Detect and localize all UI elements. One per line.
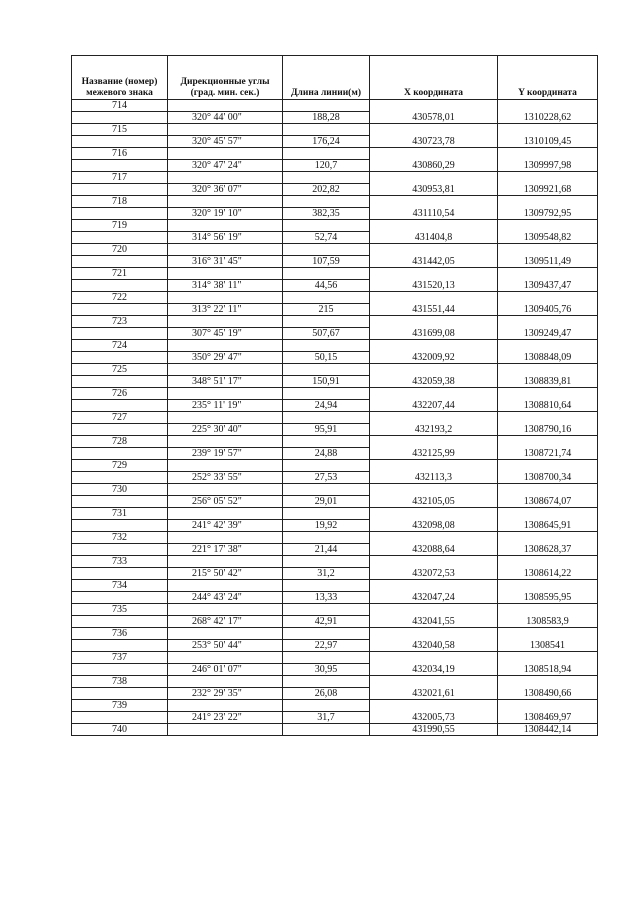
mark-name: 737 xyxy=(72,652,168,664)
direction-angle: 320° 19' 10" xyxy=(168,208,283,220)
empty-cell xyxy=(168,436,283,448)
empty-cell xyxy=(72,544,168,556)
table-body xyxy=(72,100,598,736)
table-row xyxy=(72,316,598,328)
line-length: 13,33 xyxy=(283,592,370,604)
direction-angle: 268° 42' 17" xyxy=(168,616,283,628)
y-coordinate: 1309511,49 xyxy=(498,244,598,268)
empty-cell xyxy=(168,364,283,376)
empty-cell xyxy=(283,148,370,160)
empty-cell xyxy=(72,472,168,484)
mark-name: 724 xyxy=(72,340,168,352)
line-length: 215 xyxy=(283,304,370,316)
x-coordinate: 432125,99 xyxy=(370,436,498,460)
empty-cell xyxy=(168,532,283,544)
boundary-marks-table xyxy=(71,55,598,736)
direction-angle: 316° 31' 45" xyxy=(168,256,283,268)
line-length: 27,53 xyxy=(283,472,370,484)
direction-angle: 244° 43' 24" xyxy=(168,592,283,604)
y-coordinate: 1309792,95 xyxy=(498,196,598,220)
y-coordinate: 1308674,07 xyxy=(498,484,598,508)
line-length: 176,24 xyxy=(283,136,370,148)
mark-name: 716 xyxy=(72,148,168,160)
empty-cell xyxy=(283,652,370,664)
empty-cell xyxy=(72,376,168,388)
x-coordinate: 432098,08 xyxy=(370,508,498,532)
empty-cell xyxy=(72,664,168,676)
y-coordinate: 1309405,76 xyxy=(498,292,598,316)
y-coordinate: 1309437,47 xyxy=(498,268,598,292)
x-coordinate: 432105,05 xyxy=(370,484,498,508)
mark-name: 715 xyxy=(72,124,168,136)
direction-angle: 320° 47' 24" xyxy=(168,160,283,172)
empty-cell xyxy=(72,616,168,628)
x-coordinate: 432041,55 xyxy=(370,604,498,628)
y-coordinate: 1308645,91 xyxy=(498,508,598,532)
x-coordinate: 430723,78 xyxy=(370,124,498,148)
y-coordinate: 1308628,37 xyxy=(498,532,598,556)
table-row xyxy=(72,604,598,616)
direction-angle: 313° 22' 11" xyxy=(168,304,283,316)
mark-name: 736 xyxy=(72,628,168,640)
empty-cell xyxy=(283,292,370,304)
empty-cell xyxy=(168,628,283,640)
table-row xyxy=(72,340,598,352)
empty-cell xyxy=(72,184,168,196)
table-row xyxy=(72,676,598,688)
y-coordinate: 1308721,74 xyxy=(498,436,598,460)
x-coordinate: 432207,44 xyxy=(370,388,498,412)
table-row xyxy=(72,652,598,664)
empty-cell xyxy=(283,316,370,328)
y-coordinate: 1308790,16 xyxy=(498,412,598,436)
mark-name: 726 xyxy=(72,388,168,400)
mark-name: 719 xyxy=(72,220,168,232)
mark-name: 723 xyxy=(72,316,168,328)
table-row xyxy=(72,484,598,496)
empty-cell xyxy=(283,220,370,232)
x-coordinate: 431990,55 xyxy=(370,724,498,736)
x-coordinate: 432113,3 xyxy=(370,460,498,484)
y-coordinate: 1309548,82 xyxy=(498,220,598,244)
empty-cell xyxy=(283,268,370,280)
empty-cell xyxy=(168,148,283,160)
empty-cell xyxy=(168,508,283,520)
empty-cell xyxy=(168,220,283,232)
empty-cell xyxy=(283,724,370,736)
empty-cell xyxy=(168,580,283,592)
empty-cell xyxy=(168,124,283,136)
line-length: 21,44 xyxy=(283,544,370,556)
direction-angle: 256° 05' 52" xyxy=(168,496,283,508)
x-coordinate: 432193,2 xyxy=(370,412,498,436)
direction-angle: 235° 11' 19" xyxy=(168,400,283,412)
empty-cell xyxy=(283,100,370,112)
mark-name: 739 xyxy=(72,700,168,712)
empty-cell xyxy=(72,520,168,532)
empty-cell xyxy=(283,628,370,640)
empty-cell xyxy=(72,208,168,220)
mark-name: 730 xyxy=(72,484,168,496)
line-length: 30,95 xyxy=(283,664,370,676)
y-coordinate: 1308583,9 xyxy=(498,604,598,628)
mark-name: 729 xyxy=(72,460,168,472)
mark-name: 738 xyxy=(72,676,168,688)
empty-cell xyxy=(283,580,370,592)
direction-angle: 320° 45' 57" xyxy=(168,136,283,148)
empty-cell xyxy=(168,292,283,304)
x-coordinate: 432009,92 xyxy=(370,340,498,364)
empty-cell xyxy=(168,724,283,736)
line-length: 202,82 xyxy=(283,184,370,196)
x-coordinate: 432072,53 xyxy=(370,556,498,580)
empty-cell xyxy=(283,508,370,520)
empty-cell xyxy=(283,436,370,448)
empty-cell xyxy=(168,172,283,184)
empty-cell xyxy=(168,676,283,688)
header-y: Y координата xyxy=(498,56,598,100)
empty-cell xyxy=(283,460,370,472)
table-row xyxy=(72,556,598,568)
empty-cell xyxy=(168,196,283,208)
line-length: 382,35 xyxy=(283,208,370,220)
mark-name: 722 xyxy=(72,292,168,304)
empty-cell xyxy=(283,364,370,376)
mark-name: 733 xyxy=(72,556,168,568)
line-length: 29,01 xyxy=(283,496,370,508)
direction-angle: 239° 19' 57" xyxy=(168,448,283,460)
empty-cell xyxy=(283,700,370,712)
line-length: 44,56 xyxy=(283,280,370,292)
y-coordinate: 1309249,47 xyxy=(498,316,598,340)
x-coordinate: 432005,73 xyxy=(370,700,498,724)
empty-cell xyxy=(283,556,370,568)
direction-angle: 320° 36' 07" xyxy=(168,184,283,196)
empty-cell xyxy=(168,100,283,112)
table-row xyxy=(72,628,598,640)
empty-cell xyxy=(168,484,283,496)
x-coordinate: 431404,8 xyxy=(370,220,498,244)
empty-cell xyxy=(72,400,168,412)
empty-cell xyxy=(168,244,283,256)
x-coordinate: 432021,61 xyxy=(370,676,498,700)
table-row xyxy=(72,532,598,544)
direction-angle: 215° 50' 42" xyxy=(168,568,283,580)
mark-name: 714 xyxy=(72,100,168,112)
header-name: Название (номер) межевого знака xyxy=(72,56,168,100)
line-length: 24,88 xyxy=(283,448,370,460)
empty-cell xyxy=(72,328,168,340)
y-coordinate: 1308614,22 xyxy=(498,556,598,580)
empty-cell xyxy=(72,688,168,700)
mark-name: 728 xyxy=(72,436,168,448)
empty-cell xyxy=(72,448,168,460)
empty-cell xyxy=(72,280,168,292)
x-coordinate: 431551,44 xyxy=(370,292,498,316)
line-length: 24,94 xyxy=(283,400,370,412)
x-coordinate: 432059,38 xyxy=(370,364,498,388)
empty-cell xyxy=(72,568,168,580)
y-coordinate: 1309997,98 xyxy=(498,148,598,172)
table-row xyxy=(72,508,598,520)
x-coordinate: 431699,08 xyxy=(370,316,498,340)
line-length: 107,59 xyxy=(283,256,370,268)
direction-angle: 307° 45' 19" xyxy=(168,328,283,340)
empty-cell xyxy=(168,652,283,664)
x-coordinate: 430578,01 xyxy=(370,100,498,124)
table-row xyxy=(72,724,598,736)
empty-cell xyxy=(168,556,283,568)
empty-cell xyxy=(283,196,370,208)
empty-cell xyxy=(168,316,283,328)
empty-cell xyxy=(283,340,370,352)
table-row xyxy=(72,244,598,256)
empty-cell xyxy=(283,604,370,616)
line-length: 150,91 xyxy=(283,376,370,388)
y-coordinate: 1308469,97 xyxy=(498,700,598,724)
direction-angle: 232° 29' 35" xyxy=(168,688,283,700)
empty-cell xyxy=(283,676,370,688)
empty-cell xyxy=(283,244,370,256)
mark-name: 727 xyxy=(72,412,168,424)
empty-cell xyxy=(72,640,168,652)
empty-cell xyxy=(168,460,283,472)
table-row xyxy=(72,292,598,304)
line-length: 95,91 xyxy=(283,424,370,436)
empty-cell xyxy=(168,700,283,712)
empty-cell xyxy=(283,388,370,400)
y-coordinate: 1308541 xyxy=(498,628,598,652)
mark-name: 717 xyxy=(72,172,168,184)
direction-angle: 241° 42' 39" xyxy=(168,520,283,532)
table-row xyxy=(72,268,598,280)
empty-cell xyxy=(283,532,370,544)
empty-cell xyxy=(283,412,370,424)
line-length: 31,7 xyxy=(283,712,370,724)
empty-cell xyxy=(168,268,283,280)
table-row xyxy=(72,364,598,376)
x-coordinate: 431110,54 xyxy=(370,196,498,220)
x-coordinate: 432034,19 xyxy=(370,652,498,676)
table-row xyxy=(72,436,598,448)
mark-name: 734 xyxy=(72,580,168,592)
x-coordinate: 431442,05 xyxy=(370,244,498,268)
y-coordinate: 1308595,95 xyxy=(498,580,598,604)
empty-cell xyxy=(283,484,370,496)
empty-cell xyxy=(72,304,168,316)
empty-cell xyxy=(72,232,168,244)
header-x: X координата xyxy=(370,56,498,100)
y-coordinate: 1309921,68 xyxy=(498,172,598,196)
mark-name: 740 xyxy=(72,724,168,736)
table-row xyxy=(72,124,598,136)
y-coordinate: 1308442,14 xyxy=(498,724,598,736)
mark-name: 720 xyxy=(72,244,168,256)
mark-name: 731 xyxy=(72,508,168,520)
direction-angle: 252° 33' 55" xyxy=(168,472,283,484)
table-row xyxy=(72,148,598,160)
x-coordinate: 432088,64 xyxy=(370,532,498,556)
y-coordinate: 1308810,64 xyxy=(498,388,598,412)
header-angle: Дирекционные углы (град. мин. сек.) xyxy=(168,56,283,100)
empty-cell xyxy=(72,592,168,604)
y-coordinate: 1308839,81 xyxy=(498,364,598,388)
direction-angle: 350° 29' 47" xyxy=(168,352,283,364)
mark-name: 725 xyxy=(72,364,168,376)
mark-name: 718 xyxy=(72,196,168,208)
empty-cell xyxy=(72,352,168,364)
empty-cell xyxy=(72,712,168,724)
empty-cell xyxy=(168,340,283,352)
empty-cell xyxy=(168,388,283,400)
y-coordinate: 1310228,62 xyxy=(498,100,598,124)
table-row xyxy=(72,220,598,232)
y-coordinate: 1308518,94 xyxy=(498,652,598,676)
empty-cell xyxy=(72,424,168,436)
table-row xyxy=(72,700,598,712)
y-coordinate: 1310109,45 xyxy=(498,124,598,148)
direction-angle: 246° 01' 07" xyxy=(168,664,283,676)
line-length: 31,2 xyxy=(283,568,370,580)
table-row xyxy=(72,100,598,112)
empty-cell xyxy=(72,112,168,124)
line-length: 188,28 xyxy=(283,112,370,124)
x-coordinate: 432047,24 xyxy=(370,580,498,604)
line-length: 42,91 xyxy=(283,616,370,628)
empty-cell xyxy=(72,256,168,268)
y-coordinate: 1308490,66 xyxy=(498,676,598,700)
empty-cell xyxy=(283,172,370,184)
line-length: 22,97 xyxy=(283,640,370,652)
table-row xyxy=(72,172,598,184)
y-coordinate: 1308848,09 xyxy=(498,340,598,364)
direction-angle: 348° 51' 17" xyxy=(168,376,283,388)
empty-cell xyxy=(168,412,283,424)
direction-angle: 225° 30' 40" xyxy=(168,424,283,436)
empty-cell xyxy=(283,124,370,136)
line-length: 507,67 xyxy=(283,328,370,340)
table-row xyxy=(72,388,598,400)
mark-name: 732 xyxy=(72,532,168,544)
x-coordinate: 432040,58 xyxy=(370,628,498,652)
header-length: Длина линии(м) xyxy=(283,56,370,100)
empty-cell xyxy=(72,160,168,172)
x-coordinate: 430860,29 xyxy=(370,148,498,172)
direction-angle: 241° 23' 22" xyxy=(168,712,283,724)
direction-angle: 253° 50' 44" xyxy=(168,640,283,652)
line-length: 19,92 xyxy=(283,520,370,532)
table-row xyxy=(72,580,598,592)
empty-cell xyxy=(72,136,168,148)
direction-angle: 314° 56' 19" xyxy=(168,232,283,244)
line-length: 120,7 xyxy=(283,160,370,172)
direction-angle: 314° 38' 11" xyxy=(168,280,283,292)
y-coordinate: 1308700,34 xyxy=(498,460,598,484)
line-length: 26,08 xyxy=(283,688,370,700)
mark-name: 735 xyxy=(72,604,168,616)
direction-angle: 221° 17' 38" xyxy=(168,544,283,556)
table-header-row xyxy=(72,56,598,100)
mark-name: 721 xyxy=(72,268,168,280)
table-row xyxy=(72,412,598,424)
line-length: 50,15 xyxy=(283,352,370,364)
direction-angle: 320° 44' 00" xyxy=(168,112,283,124)
empty-cell xyxy=(168,604,283,616)
x-coordinate: 431520,13 xyxy=(370,268,498,292)
x-coordinate: 430953,81 xyxy=(370,172,498,196)
table-row xyxy=(72,196,598,208)
empty-cell xyxy=(72,496,168,508)
table-row xyxy=(72,460,598,472)
line-length: 52,74 xyxy=(283,232,370,244)
